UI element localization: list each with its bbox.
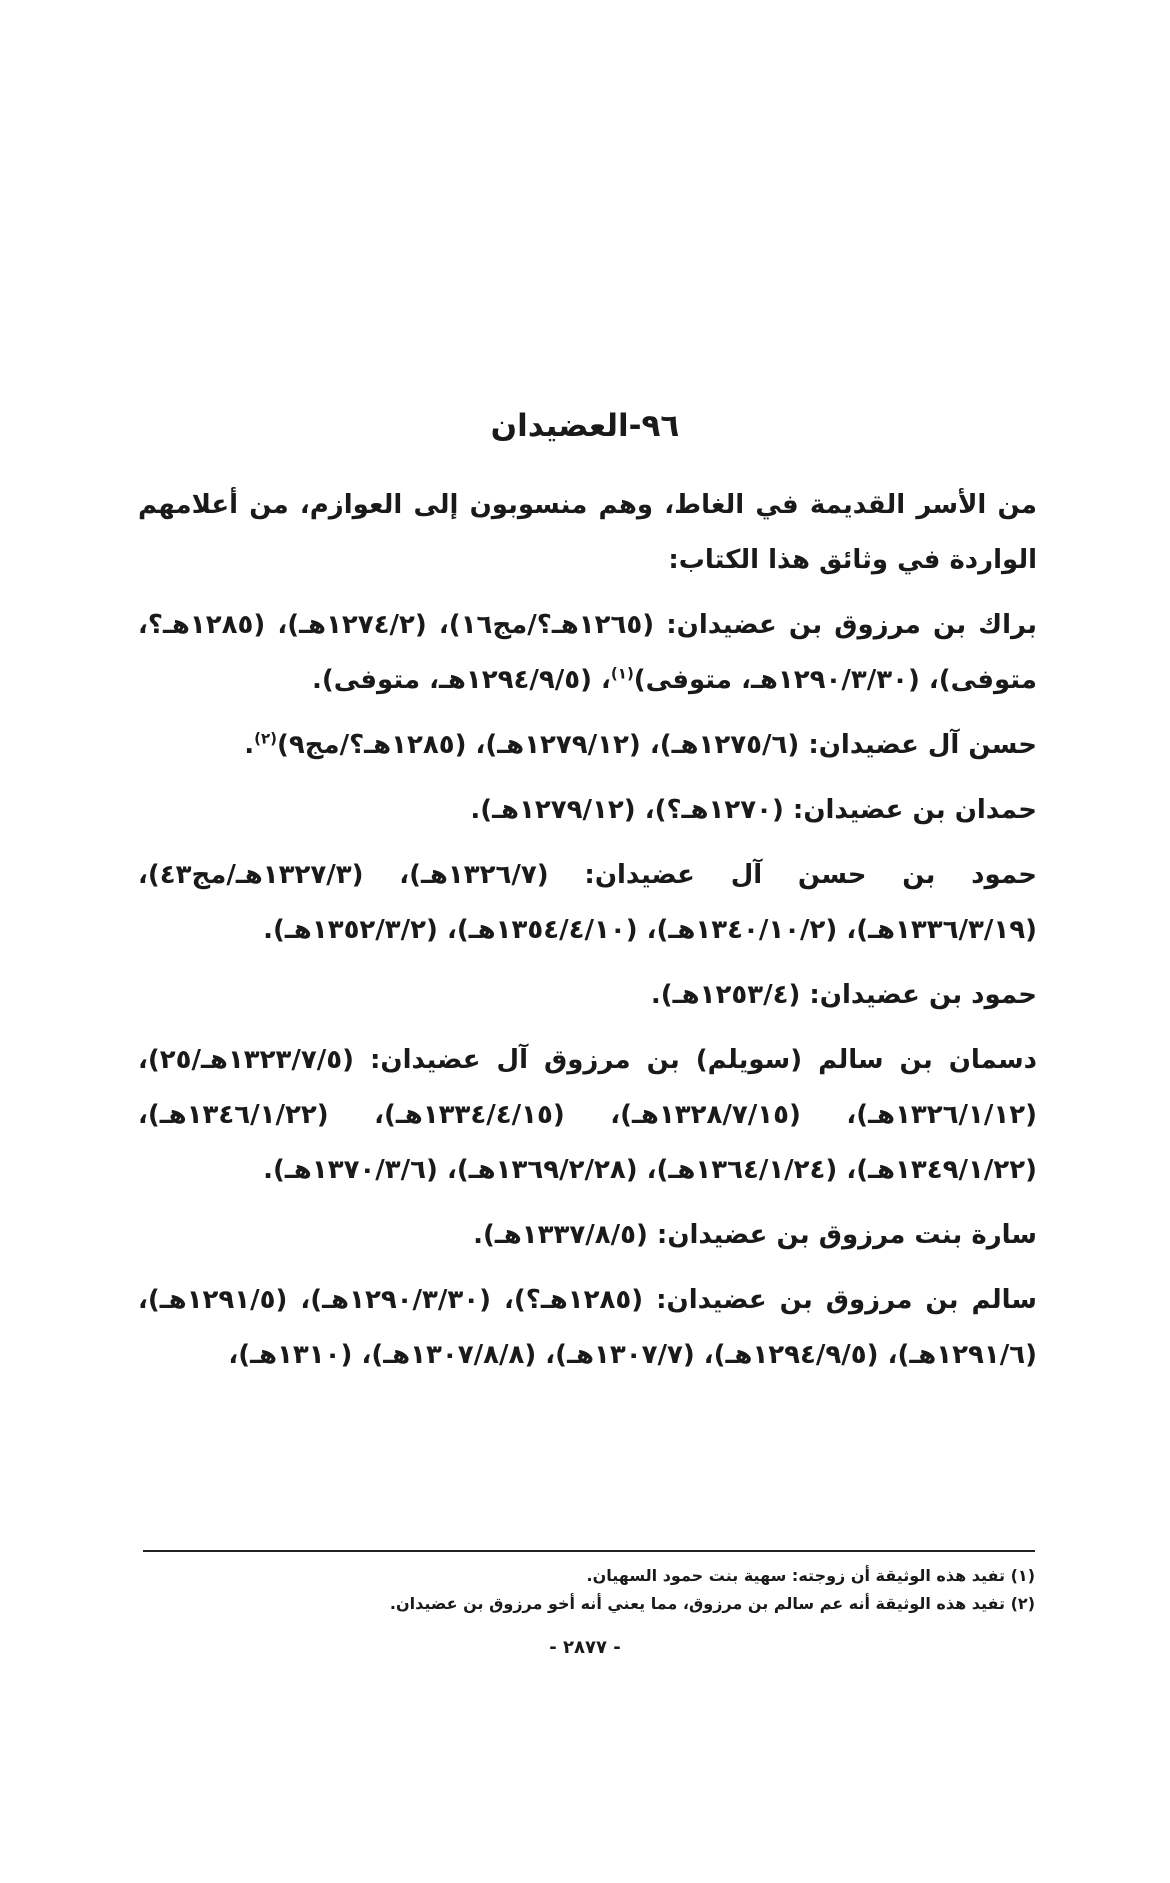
entry-name: سالم بن مرزوق بن عضيدان: bbox=[656, 1285, 1038, 1315]
page-number: - ٢٨٧٧ - bbox=[549, 1637, 621, 1658]
intro-paragraph: من الأسر القديمة في الغاط، وهم منسوبون إلى العوازم، من أعلامهم الواردة في وثائق هذا الكتاب: bbox=[138, 490, 1037, 575]
footnotes bbox=[143, 1562, 1035, 1618]
entry-dates: (١٢٥٣/٤هـ). bbox=[650, 980, 801, 1010]
entry-name: سارة بنت مرزوق بن عضيدان: bbox=[656, 1220, 1037, 1250]
footnote-ref[interactable]: (١) bbox=[610, 664, 634, 683]
footnote-ref[interactable]: (٢) bbox=[254, 729, 277, 748]
entry-name: براك بن مرزوق بن عضيدان: bbox=[666, 610, 1037, 640]
entry-name: حمود بن حسن آل عضيدان: bbox=[584, 860, 1037, 890]
entry-dates-cont: ، (١٢٩٤/٩/٥هـ، متوفى). bbox=[311, 665, 611, 695]
entry-hamdan bbox=[138, 783, 1037, 838]
entry-salem bbox=[138, 1273, 1037, 1383]
entry-name: دسمان بن سالم (سويلم) بن مرزوق آل عضيدان: bbox=[370, 1045, 1037, 1075]
footnote-divider bbox=[143, 1550, 1035, 1552]
entry-name: حسن آل عضيدان: bbox=[808, 730, 1037, 760]
entry-dates: (١٣٣٧/٨/٥هـ). bbox=[473, 1220, 648, 1250]
entry-dates: (١٣٢٣/٧/٥هـ/٢٥)، (١٣٢٦/١/١٢هـ)، (١٣٢٨/٧/١٥هـ)، (١٣٣٤/٤/١٥هـ)، (١٣٤٦/١/٢٢هـ)، (١٣٤٩/١/٢٢هـ)، (١٣٦٤/١/٢٤هـ)، (١٣٦٩/٢/٢٨هـ)، (١٣٧٠/٣/٦هـ). bbox=[138, 1045, 1038, 1185]
entry-dates-cont: . bbox=[244, 730, 255, 760]
footnote-2: (٢) تفيد هذه الوثيقة أنه عم سالم بن مرزوق، مما يعني أنه أخو مرزوق بن عضيدان. bbox=[389, 1594, 1035, 1613]
entry-name: حمود بن عضيدان: bbox=[809, 980, 1037, 1010]
entry-hamoud-hasan bbox=[138, 848, 1037, 958]
entry-dates: (١٢٨٥هـ؟)، (١٢٩٠/٣/٣٠هـ)، (١٢٩١/٥هـ)، (١٢٩١/٦هـ)، (١٢٩٤/٩/٥هـ)، (١٣٠٧/٧هـ)، (١٣٠٧/٨/٨هـ)، (١٣١٠هـ)، bbox=[138, 1285, 1037, 1370]
entry-dates: (١٢٧٥/٦هـ)، (١٢٧٩/١٢هـ)، (١٢٨٥هـ؟/مج٩) bbox=[277, 730, 800, 760]
entry-hasan bbox=[138, 718, 1037, 773]
footnote-1: (١) تفيد هذه الوثيقة أن زوجته: سهية بنت حمود السهيان. bbox=[586, 1566, 1035, 1585]
entry-name: حمدان بن عضيدان: bbox=[792, 795, 1037, 825]
entry-dates: (١٣٢٦/٧هـ)، (١٣٢٧/٣هـ/مج٤٣)، (١٣٣٦/٣/١٩هـ)، (١٣٤٠/١٠/٢هـ)، (١٣٥٤/٤/١٠هـ)، (١٣٥٢/٣/٢هـ). bbox=[138, 860, 1037, 945]
entry-hamoud bbox=[138, 968, 1037, 1023]
section-title: ٩٦-العضيدان bbox=[490, 408, 680, 444]
entry-dates: (١٢٧٠هـ؟)، (١٢٧٩/١٢هـ). bbox=[470, 795, 784, 825]
entry-desman bbox=[138, 1033, 1037, 1198]
body-text bbox=[138, 478, 1037, 1393]
entry-sara bbox=[138, 1208, 1037, 1263]
entry-barrak bbox=[138, 598, 1037, 708]
entry-dates: (١٢٦٥هـ؟/مج١٦)، (١٢٧٤/٢هـ)، (١٢٨٥هـ؟، متوفى)، (١٢٩٠/٣/٣٠هـ، متوفى) bbox=[138, 610, 1037, 695]
